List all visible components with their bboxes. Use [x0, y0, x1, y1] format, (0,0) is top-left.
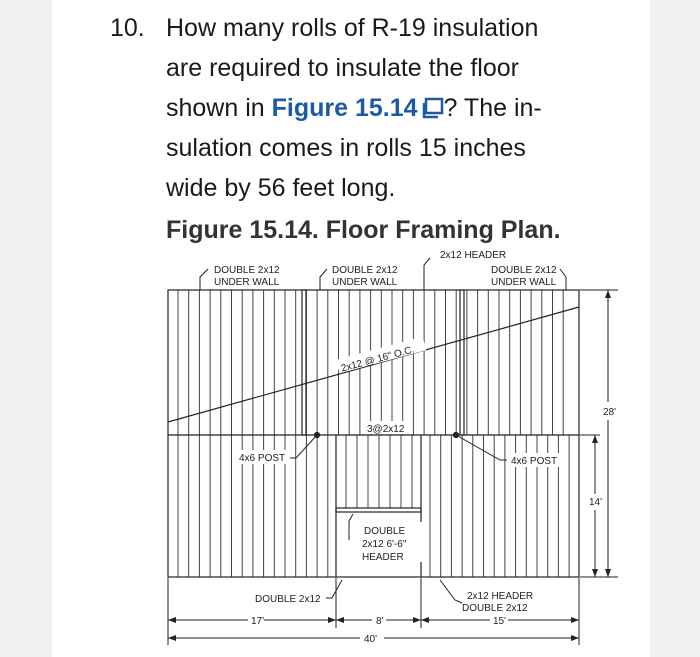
figure-title: Figure 15.14. Floor Framing Plan. [166, 216, 561, 244]
label-double-2x12-bottom-right: DOUBLE 2x12 [462, 603, 528, 614]
question-number: 10. [110, 14, 145, 42]
label-triple-2x12: 3@2x12 [367, 424, 405, 435]
question-line-1: How many rolls of R-19 insulation [166, 14, 539, 42]
label-double-right-1: DOUBLE 2x12 [491, 265, 557, 276]
label-double-header-1: DOUBLE [364, 526, 406, 537]
dim-40ft: 40' [364, 634, 378, 645]
question-line-3-start: shown in [166, 94, 265, 122]
label-joist-spacing: 2x12 @ 16" O.C. [339, 344, 416, 375]
dim-8ft: 8' [376, 616, 384, 627]
figure-link[interactable]: Figure 15.14 [271, 94, 418, 122]
label-double-right-2: UNDER WALL [491, 277, 557, 288]
dim-17ft: 17' [251, 616, 265, 627]
label-double-header-3: HEADER [362, 552, 404, 563]
label-post-right: 4x6 POST [511, 456, 558, 467]
question-line-2: are required to insulate the floor [166, 54, 519, 82]
label-double-header-2: 2x12 6'-6" [362, 539, 407, 550]
label-post-left: 4x6 POST [239, 453, 286, 464]
question-line-5: wide by 56 feet long. [166, 174, 396, 202]
question-line-4: sulation comes in rolls 15 inches [166, 134, 526, 162]
dim-15ft: 15' [493, 616, 507, 627]
dim-28ft: 28' [603, 407, 617, 418]
question-line-3-end: ? The in- [443, 94, 542, 122]
dimension-lines [168, 290, 618, 645]
label-double-mid-1: DOUBLE 2x12 [332, 265, 398, 276]
label-2x12-header-top: 2x12 HEADER [440, 250, 507, 261]
dim-14ft: 14' [589, 497, 603, 508]
label-double-left-2: UNDER WALL [214, 277, 280, 288]
label-double-2x12-bottom: DOUBLE 2x12 [255, 594, 321, 605]
label-2x12-header-bottom: 2x12 HEADER [467, 591, 534, 602]
label-double-mid-2: UNDER WALL [332, 277, 398, 288]
label-double-left-1: DOUBLE 2x12 [214, 265, 280, 276]
